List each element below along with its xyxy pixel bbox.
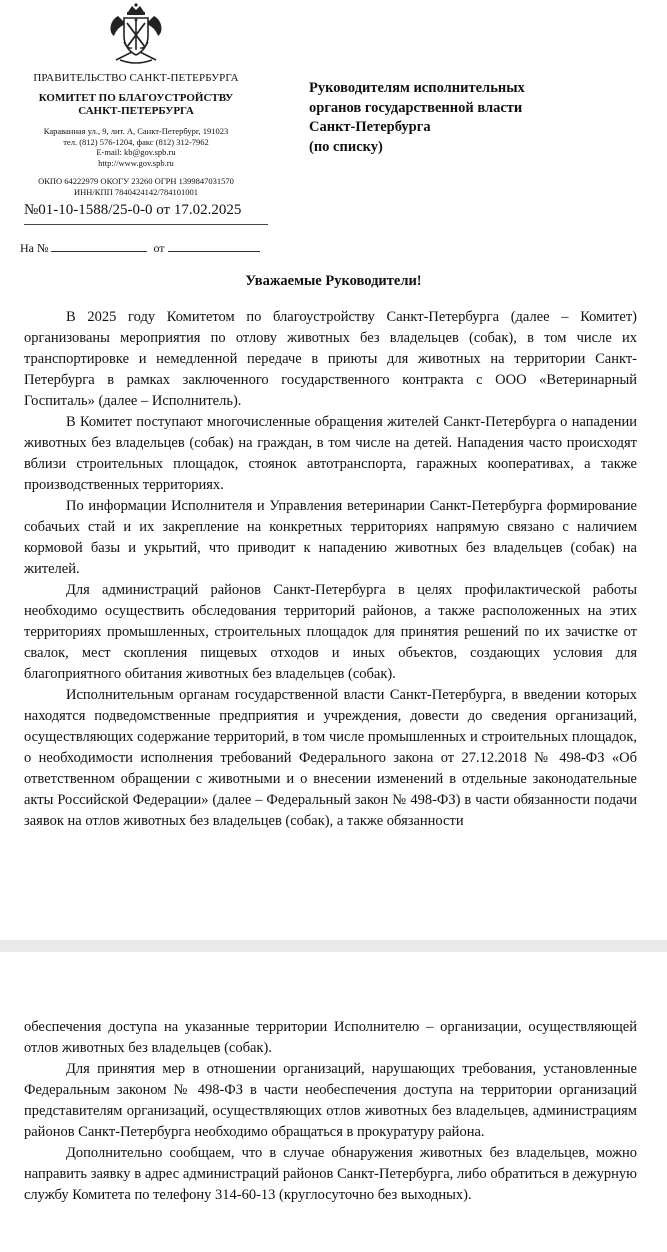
- email: E-mail: kb@gov.spb.ru: [96, 147, 176, 157]
- body-paragraph: В 2025 году Комитетом по благоустройству Санкт-Петербурга (далее – Комитет) организованы мероприятия по отлову животных без владельцев (собак), в том числе их транспортировке и немедленной передаче в приюты для животных на территории Санкт-Петербурга в рамках заключенного государственного контракта с ООО «Ветеринарный Госпиталь» (далее – Исполнитель).: [24, 309, 637, 409]
- registration-codes: [20, 176, 252, 197]
- addressee: [309, 79, 629, 157]
- addressee-line1: Руководителям исполнительных: [309, 80, 525, 96]
- addressee-line2: органов государственной власти: [309, 99, 523, 116]
- committee-name-line2: САНКТ-ПЕТЕРБУРГА: [78, 105, 194, 117]
- body-paragraph: Дополнительно сообщаем, что в случае обнаружения животных без владельцев, можно направить заявку в адрес администраций районов Санкт-Петербурга, либо обратиться в дежурную службу Комитета по телефону 314-60-13 (круглосуточно без выходных).: [24, 1145, 637, 1203]
- committee-name: [20, 92, 252, 118]
- salutation: Уважаемые Руководители!: [245, 273, 422, 289]
- outgoing-number-underline: [24, 224, 268, 225]
- committee-contacts: [20, 126, 252, 168]
- body-paragraph: Исполнительным органам государственной власти Санкт-Петербурга, в введении которых находятся подведомственные предприятия и учреждения, довести до сведения организаций, осуществляющих содержание территорий, в том числе промышленных и строительных площадок, о необходимости исполнения требований Федерального закона от 27.12.2018 № 498-ФЗ «Об ответственном обращении с животными и о внесении изменений в отдельные законодательные акты Российской Федерации» (далее – Федеральный закон № 498-ФЗ) в части обязанности подачи заявок на отлов животных без владельцев (собак), а также обязанности: [24, 687, 637, 829]
- body-paragraph: В Комитет поступают многочисленные обращения жителей Санкт-Петербурга о нападении животных без владельцев (собак) на граждан, в том числе на детей. Нападения часто происходят вблизи строительных площадок, стоянок автотранспорта, гаражных кооперативах, а также производственных территориях.: [24, 414, 637, 493]
- reply-reference: [20, 241, 260, 256]
- committee-name-line1: КОМИТЕТ ПО БЛАГОУСТРОЙСТВУ: [38, 92, 234, 104]
- reply-prefix: На №: [20, 241, 49, 255]
- letter-body-page-2: [24, 1017, 637, 1206]
- letter-body-page-1: [24, 307, 637, 832]
- addressee-line4: (по списку): [309, 138, 383, 155]
- outgoing-number: №01-10-1588/25-0-0 от 17.02.2025: [24, 202, 242, 218]
- website: http://www.gov.spb.ru: [98, 157, 174, 168]
- body-paragraph: Для администраций районов Санкт-Петербурга в целях профилактической работы необходимо осуществить обследования территорий районов, а также расположенных на этих территориях промышленных, строительных площадок для принятия решений по их зачистке от свалок, мест скопления пищевых отходов и иных объектов, создающих условия для благоприятного обитания животных без владельцев (собак).: [24, 582, 637, 682]
- st-petersburg-coat-of-arms-icon: [106, 2, 166, 66]
- body-paragraph-continued: обеспечения доступа на указанные территории Исполнителю – организации, осуществляющей отлов животных без владельцев (собак).: [24, 1019, 637, 1056]
- reply-date-label: от: [153, 241, 165, 255]
- address: Караванная ул., 9, лит. А, Санкт-Петербург, 191023: [43, 126, 229, 136]
- reply-date-blank: [168, 241, 260, 252]
- codes-line2: ИНН/КПП 7840424142/784101001: [74, 186, 198, 197]
- reply-number-blank: [51, 241, 147, 252]
- page-separator: [0, 940, 667, 952]
- codes-line1: ОКПО 64222979 ОКОГУ 23260 ОГРН 1399847031570: [38, 176, 234, 186]
- phone-fax: тел. (812) 576-1204, факс (812) 312-7962: [63, 136, 209, 147]
- addressee-line3: Санкт-Петербурга: [309, 119, 431, 135]
- body-paragraph: По информации Исполнителя и Управления ветеринарии Санкт-Петербурга формирование собачьих стай и их закрепление на конкретных территориях напрямую связано с наличием кормовой базы и укрытий, что приводит к нападению животных без владельцев (собак) на жителей.: [24, 498, 637, 577]
- body-paragraph: Для принятия мер в отношении организаций, нарушающих требования, установленные Федеральным законом № 498-ФЗ в части необеспечения доступа на территории организаций представителям организаций, осуществляющих отлов животных без владельцев, администрациям районов Санкт-Петербурга необходимо обращаться в прокуратуру района.: [24, 1061, 637, 1140]
- government-name: ПРАВИТЕЛЬСТВО САНКТ-ПЕТЕРБУРГА: [33, 72, 239, 84]
